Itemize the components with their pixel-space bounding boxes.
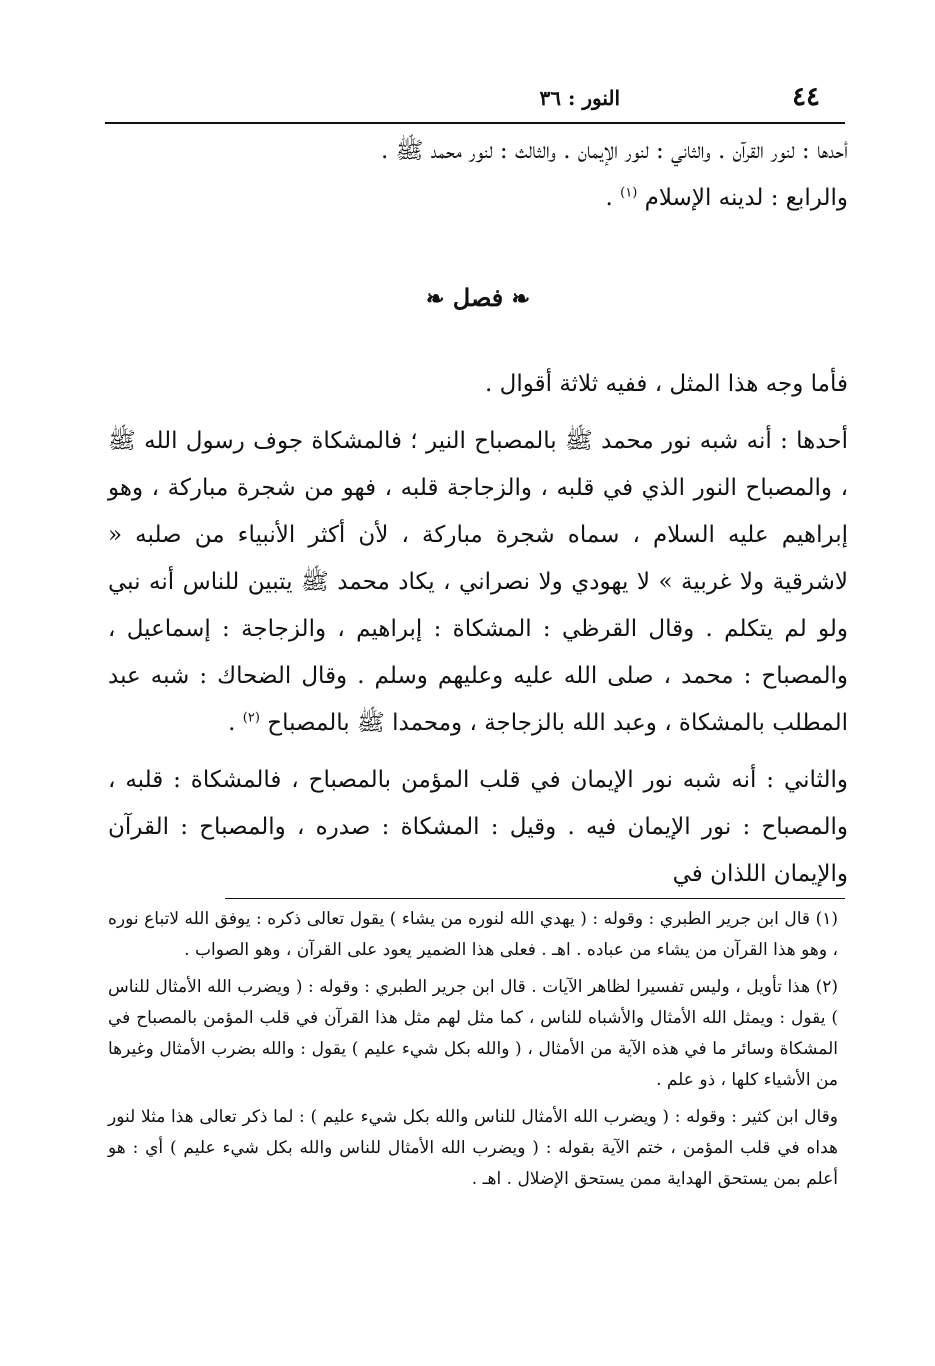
ornament-icon: ❧ (511, 286, 531, 312)
intro-line-1: أحدها : لنور القرآن . والثاني : لنور الإيمان . والثالث : لنور محمد ﷺ . (381, 138, 848, 164)
paragraph-3: والثاني : أنه شبه نور الإيمان في قلب المؤمن بالمصباح ، فالمشكاة : قلبه ، والمصباح : نور الإيمان فيه . وقيل : المشكاة : صدره ، والمصباح : القرآن والإيمان اللذان في (108, 767, 848, 887)
header-rule (105, 122, 845, 124)
footnote-3: وقال ابن كثير : وقوله : ( ويضرب الله الأمثال للناس والله بكل شيء عليم ) : لما ذكر تعالى هذا مثلا لنور هداه في قلب المؤمن ، ختم الآية بقوله : ( ويضرب الله الأمثال للناس والله بكل شيء عليم ) أي : هو أعلم بمن يستحق الهداية ممن يستحق الإضلال . اهـ . (108, 1107, 838, 1189)
intro-line-2-end: . (605, 185, 613, 211)
intro-line-2: والرابع : لدينه الإسلام (644, 185, 848, 211)
footnote-2: (٢) هذا تأويل ، وليس تفسيرا لظاهر الآيات . قال ابن جرير الطبري : وقوله : ( ويضرب الله الأمثال للناس ) يقول : ويمثل الله الأمثال والأشباه للناس ، كما مثل لهم مثل هذا القرآن في قلب المؤمن بالمصباح في المشكاة وسائر ما في هذه الآية من الأمثال ، ( والله بكل شيء عليم ) يقول : والله بضرب الأمثال وغيرها من الأشياء كلها ، ذو علم . (108, 977, 838, 1090)
paragraph-2-end: . (228, 710, 236, 736)
ornament-icon: ❧ (425, 286, 445, 312)
footnote-1: (١) قال ابن جرير الطبري : وقوله : ( يهدي الله لنوره من يشاء ) يقول تعالى ذكره : يوفق الله لاتباع نوره ، وهو هذا القرآن من يشاء من عباده . اهـ . فعلى هذا الضمير يعود على القرآن ، وهو الصواب . (108, 909, 838, 960)
page-number: ٤٤ (792, 82, 820, 112)
paragraph-2-text: أحدها : أنه شبه نور محمد ﷺ بالمصباح النير ؛ فالمشكاة جوف رسول الله ﷺ ، والمصباح النور الذي في قلبه ، والزجاجة قلبه ، فهو من شجرة مباركة ، وهو إبراهيم عليه السلام ، سماه شجرة مباركة ، لأن أكثر الأنبياء من صلبه « لاشرقية ولا غربية » لا يهودي ولا نصراني ، يكاد محمد ﷺ يتبين للناس أنه نبي ولو لم يتكلم . وقال القرظي : المشكاة : إبراهيم ، والزجاجة : إسماعيل ، والمصباح : محمد ، صلى الله عليه وعليهم وسلم . وقال الضحاك : شبه عبد المطلب بالمشكاة ، وعبد الله بالزجاجة ، ومحمدا ﷺ بالمصباح (108, 428, 848, 736)
section-heading (108, 274, 848, 323)
footnote-ref-1: (١) (620, 185, 638, 201)
section-title: فصل (452, 283, 504, 312)
footnote-rule (225, 898, 845, 899)
intro-line (108, 128, 848, 175)
page-header (110, 78, 820, 114)
running-title: النور : ٣٦ (539, 86, 620, 110)
footnote-ref-2: (٢) (242, 710, 260, 726)
intro-line (108, 175, 848, 222)
paragraph-1: فأما وجه هذا المثل ، ففيه ثلاثة أقوال . (485, 371, 848, 397)
footnotes (108, 904, 838, 1201)
main-text (108, 128, 848, 898)
paragraph-2 (108, 418, 848, 747)
